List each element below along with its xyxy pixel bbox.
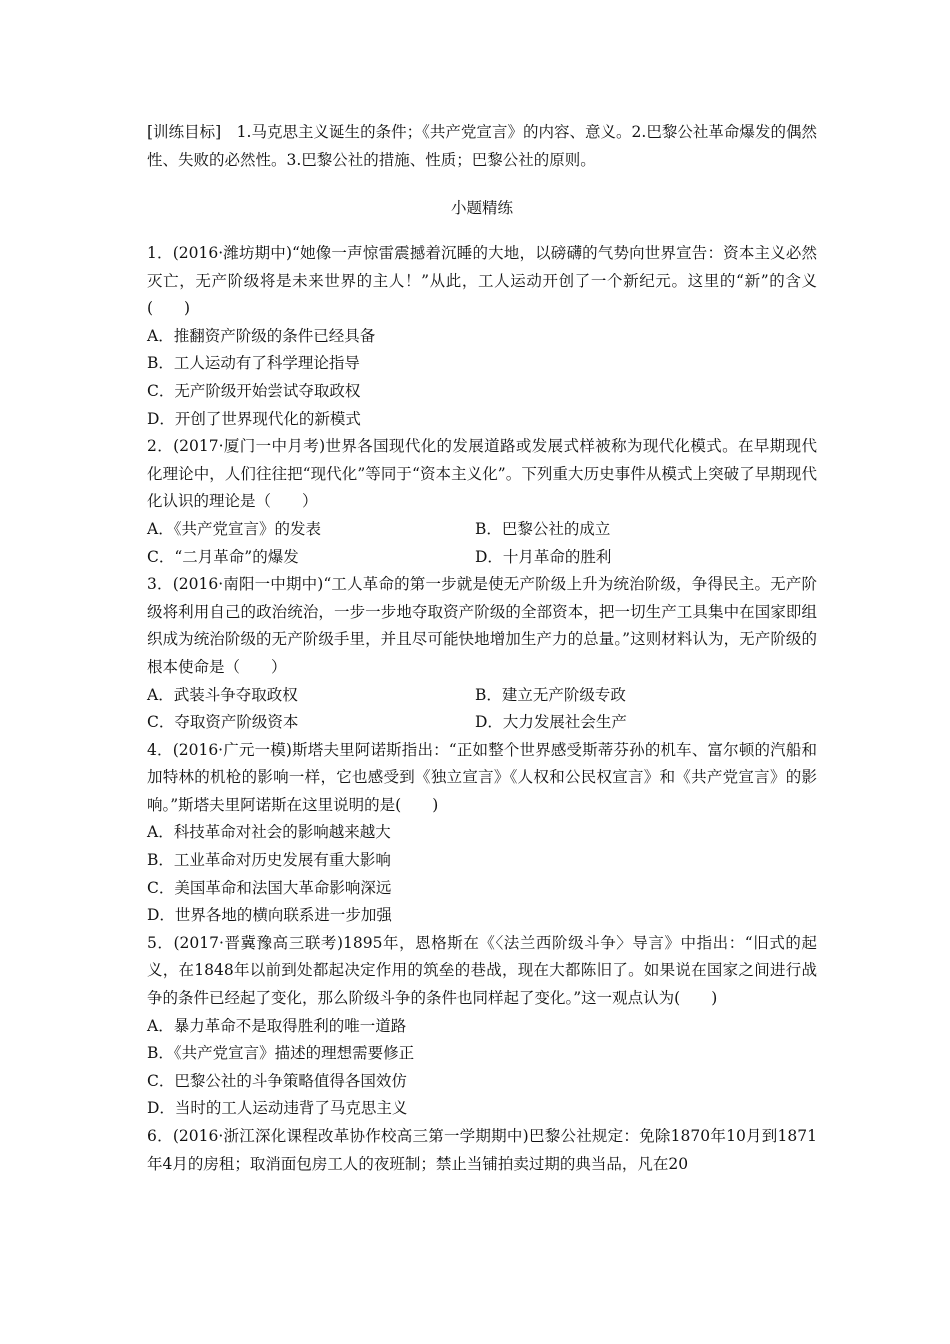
option-c: C．无产阶级开始尝试夺取政权 [147, 381, 361, 400]
option-c: C．美国革命和法国大革命影响深远 [147, 878, 392, 897]
question-3 [147, 571, 817, 737]
option-row [147, 709, 817, 737]
question-4 [147, 737, 817, 930]
option-a: A．武装斗争夺取政权 [147, 685, 298, 704]
question-2 [147, 433, 817, 571]
option-a: A．科技革命对社会的影响越来越大 [147, 823, 391, 842]
document-page [147, 118, 817, 1178]
option-b: B．工人运动有了科学理论指导 [147, 354, 360, 373]
question-stem: 4．(2016·广元一模)斯塔夫里阿诺斯指出：“正如整个世界感受斯蒂芬孙的机车、富尔顿的汽船和加特林的机枪的影响一样，它也感受到《独立宣言》《人权和公民权宣言》和《共产党宣言》的影响。”斯塔夫里阿诺斯在这里说明的是( ) [147, 740, 817, 814]
section-title: 小题精练 [450, 199, 513, 217]
option-c: C．“二月革命”的爆发 [147, 547, 299, 566]
option-a: A．《共产党宣言》的发表 [147, 519, 321, 538]
option-d: D．当时的工人运动违背了马克思主义 [147, 1099, 408, 1118]
option-b: B．巴黎公社的成立 [475, 519, 611, 538]
option-d: D．世界各地的横向联系进一步加强 [147, 906, 392, 925]
question-stem: 1．(2016·潍坊期中)“她像一声惊雷震撼着沉睡的大地，以磅礴的气势向世界宣告：资本主义必然灭亡，无产阶级将是未来世界的主人！”从此，工人运动开创了一个新纪元。这里的“新”的含义( ) [147, 244, 817, 318]
option-row [147, 516, 817, 544]
option-c: C．巴黎公社的斗争策略值得各国效仿 [147, 1071, 407, 1090]
training-goal: [训练目标] 1.马克思主义诞生的条件；《共产党宣言》的内容、意义。2.巴黎公社革命爆发的偶然性、失败的必然性。3.巴黎公社的措施、性质；巴黎公社的原则。 [147, 123, 817, 169]
option-c: C．夺取资产阶级资本 [147, 713, 299, 732]
option-d: D．十月革命的胜利 [475, 547, 612, 566]
question-stem: 3．(2016·南阳一中期中)“工人革命的第一步就是使无产阶级上升为统治阶级，争得民主。无产阶级将利用自己的政治统治，一步一步地夺取资产阶级的全部资本，把一切生产工具集中在国家即组织成为统治阶级的无产阶级手里，并且尽可能快地增加生产力的总量。”这则材料认为，无产阶级的根本使命是（ ） [147, 575, 817, 676]
question-stem: 5．(2017·晋冀豫高三联考)1895年，恩格斯在《〈法兰西阶级斗争〉导言》中指出：“旧式的起义，在1848年以前到处都起决定作用的筑垒的巷战，现在大都陈旧了。如果说在国家之间进行战争的条件已经起了变化，那么阶级斗争的条件也同样起了变化。”这一观点认为( ) [147, 933, 817, 1008]
option-b: B．工业革命对历史发展有重大影响 [147, 851, 391, 870]
option-a: A．推翻资产阶级的条件已经具备 [147, 326, 376, 345]
question-stem: 2．(2017·厦门一中月考)世界各国现代化的发展道路或发展式样被称为现代化模式。在早期现代化理论中，人们往往把“现代化”等同于“资本主义化”。下列重大历史事件从模式上突破了早期现代化认识的理论是（ ） [147, 437, 817, 511]
option-b: B．建立无产阶级专政 [475, 685, 626, 704]
option-d: D．大力发展社会生产 [475, 713, 627, 732]
option-row [147, 544, 817, 572]
question-6 [147, 1123, 817, 1178]
option-row [147, 682, 817, 710]
option-d: D．开创了世界现代化的新模式 [147, 409, 361, 428]
option-a: A．暴力革命不是取得胜利的唯一道路 [147, 1016, 407, 1035]
question-5 [147, 930, 817, 1123]
question-stem: 6．(2016·浙江深化课程改革协作校高三第一学期期中)巴黎公社规定：免除1870年10月到1871年4月的房租；取消面包房工人的夜班制；禁止当铺拍卖过期的典当品，凡在20 [147, 1127, 817, 1173]
question-1 [147, 240, 817, 433]
option-b: B．《共产党宣言》描述的理想需要修正 [147, 1044, 415, 1063]
